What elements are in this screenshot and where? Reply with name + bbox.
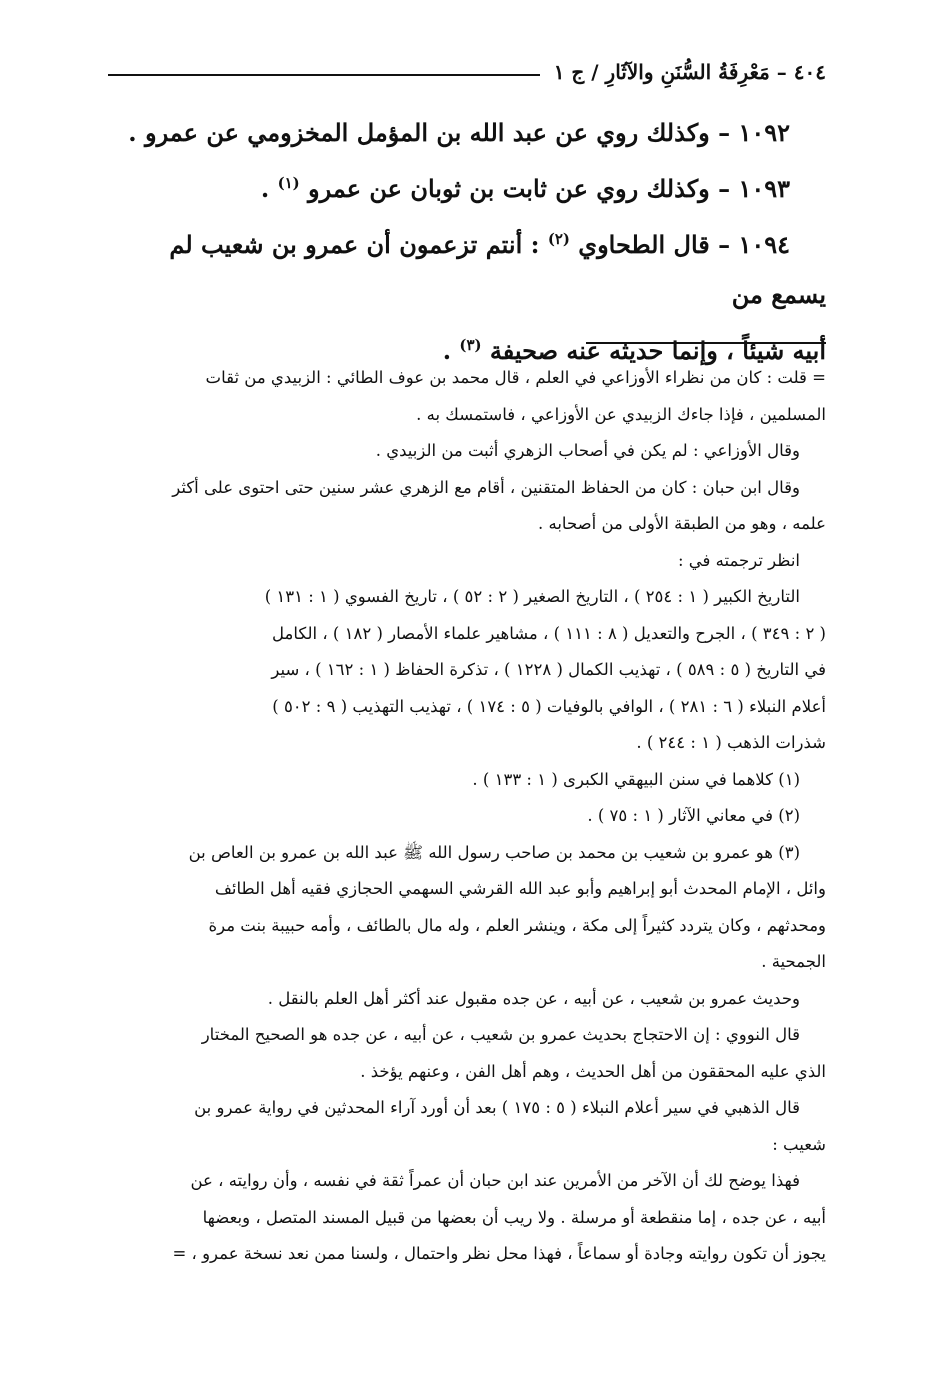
footnote-line: وحديث عمرو بن شعيب ، عن أبيه ، عن جده مقبول عند أكثر أهل العلم بالنقل . bbox=[267, 988, 800, 1008]
hadith-1094-cont-tail: . bbox=[442, 336, 460, 365]
footnote-line: أعلام النبلاء ( ٦ : ٢٨١ ) ، الوافي بالوفيات ( ٥ : ١٧٤ ) ، تهذيب التهذيب ( ٩ : ٥٠٢ ) bbox=[272, 696, 826, 716]
footnote-line: شعيب : bbox=[772, 1134, 826, 1154]
footnote-line: يجوز أن تكون روايته وجادة أو سماعاً ، فهذا محل نظر واحتمال ، ولسنا ممن نعد نسخة عمرو ، = bbox=[172, 1244, 826, 1263]
footnote-line: شذرات الذهب ( ١ : ٢٤٤ ) . bbox=[636, 733, 826, 752]
footnotes bbox=[108, 360, 826, 1273]
footnote-line: الذي عليه المحققون من أهل الحديث ، وهم أهل الفن ، وعنهم يؤخذ . bbox=[360, 1061, 826, 1081]
hadith-1094-tail: : أنتم تزعمون أن عمرو بن شعيب لم يسمع من bbox=[169, 230, 826, 309]
footnote-line: فهذا يوضح لك أن الآخر من الأمرين عند ابن حبان أن عمراً ثقة في نفسه ، وأن روايته ، عن bbox=[190, 1171, 800, 1190]
footnote-line: في التاريخ ( ٥ : ٥٨٩ ) ، تهذيب الكمال ( ١٢٢٨ ) ، تذكرة الحفاظ ( ١ : ١٦٢ ) ، سير bbox=[271, 660, 826, 679]
footnote-line: = قلت : كان من نظراء الأوزاعي في العلم ، قال محمد بن عوف الطائي : الزبيدي من ثقات bbox=[205, 368, 826, 387]
page-header bbox=[108, 52, 826, 92]
hadith-1092-text: ١٠٩٢ – وكذلك روي عن عبد الله بن المؤمل المخزومي عن عمرو . bbox=[128, 118, 790, 147]
footnote-ref-3[interactable]: (٣) bbox=[459, 336, 482, 354]
footnote-line: انظر ترجمته في : bbox=[677, 550, 800, 570]
footnote-line: علمه ، وهو من الطبقة الأولى من أصحابه . bbox=[538, 514, 826, 533]
footnote-line: وقال ابن حبان : كان من الحفاظ المتقنين ، أقام مع الزهري عشر سنين حتى احتوى على أكثر bbox=[172, 477, 800, 497]
footnote-line: ومحدثهم ، وكان يتردد كثيراً إلى مكة ، وينشر العلم ، وله مال بالطائف ، وأمه حبيبة بنت مرة bbox=[208, 915, 826, 935]
hadith-1093 bbox=[108, 158, 826, 214]
footnote-3: (٣) هو عمرو بن شعيب بن محمد بن صاحب رسول الله ﷺ عبد الله بن عمرو بن العاص بن bbox=[188, 842, 800, 862]
footnote-line: أبيه ، عن جده ، إما منقطعة أو مرسلة . ولا ريب أن بعضها من قبيل المسند المتصل ، وبعضها bbox=[202, 1207, 826, 1227]
footnote-ref-1[interactable]: (١) bbox=[277, 174, 300, 192]
footnote-line: ( ٢ : ٣٤٩ ) ، الجرح والتعديل ( ٨ : ١١١ ) ، مشاهير علماء الأمصار ( ١٨٢ ) ، الكامل bbox=[272, 623, 826, 643]
footnote-2: (٢) في معاني الآثار ( ١ : ٧٥ ) . bbox=[587, 806, 800, 825]
footnote-line: قال النووي : إن الاحتجاج بحديث عمرو بن شعيب ، عن أبيه ، عن جده هو الصحيح المختار bbox=[201, 1025, 800, 1044]
footnote-line: وقال الأوزاعي : لم يكن في أصحاب الزهري أثبت من الزبيدي . bbox=[375, 441, 800, 460]
footnote-1: (١) كلاهما في سنن البيهقي الكبرى ( ١ : ١٣٣ ) . bbox=[472, 769, 800, 789]
running-title: ٤٠٤ – مَعْرِفَةُ السُّنَنِ والآثَارِ / ج ١ bbox=[553, 60, 826, 84]
header-rule bbox=[108, 74, 540, 76]
footnote-line: قال الذهبي في سير أعلام النبلاء ( ٥ : ١٧٥ ) بعد أن أورد آراء المحدثين في رواية عمرو بن bbox=[194, 1098, 800, 1117]
main-text bbox=[108, 108, 826, 376]
hadith-1094-cont-text: أبيه شيئاً ، وإنما حديثه عنه صحيفة bbox=[489, 336, 826, 365]
hadith-1094 bbox=[108, 214, 826, 320]
hadith-1093-text: ١٠٩٣ – وكذلك روي عن ثابت بن ثوبان عن عمرو bbox=[308, 174, 790, 203]
hadith-1093-tail: . bbox=[260, 174, 278, 203]
footnote-line: وائل ، الإمام المحدث أبو إبراهيم وأبو عبد الله القرشي السهمي الحجازي فقيه أهل الطائف bbox=[214, 879, 826, 898]
footnote-ref-2[interactable]: (٢) bbox=[547, 230, 570, 248]
footnote-line: التاريخ الكبير ( ١ : ٢٥٤ ) ، التاريخ الصغير ( ٢ : ٥٢ ) ، تاريخ الفسوي ( ١ : ١٣١ ) bbox=[264, 587, 800, 606]
hadith-1094-text: ١٠٩٤ – قال الطحاوي bbox=[578, 230, 790, 259]
footnote-line: المسلمين ، فإذا جاءك الزبيدي عن الأوزاعي ، فاستمسك به . bbox=[416, 404, 826, 424]
hadith-1092 bbox=[108, 108, 826, 158]
footnote-line: الجمحية . bbox=[761, 952, 826, 971]
footnote-divider bbox=[586, 342, 826, 344]
